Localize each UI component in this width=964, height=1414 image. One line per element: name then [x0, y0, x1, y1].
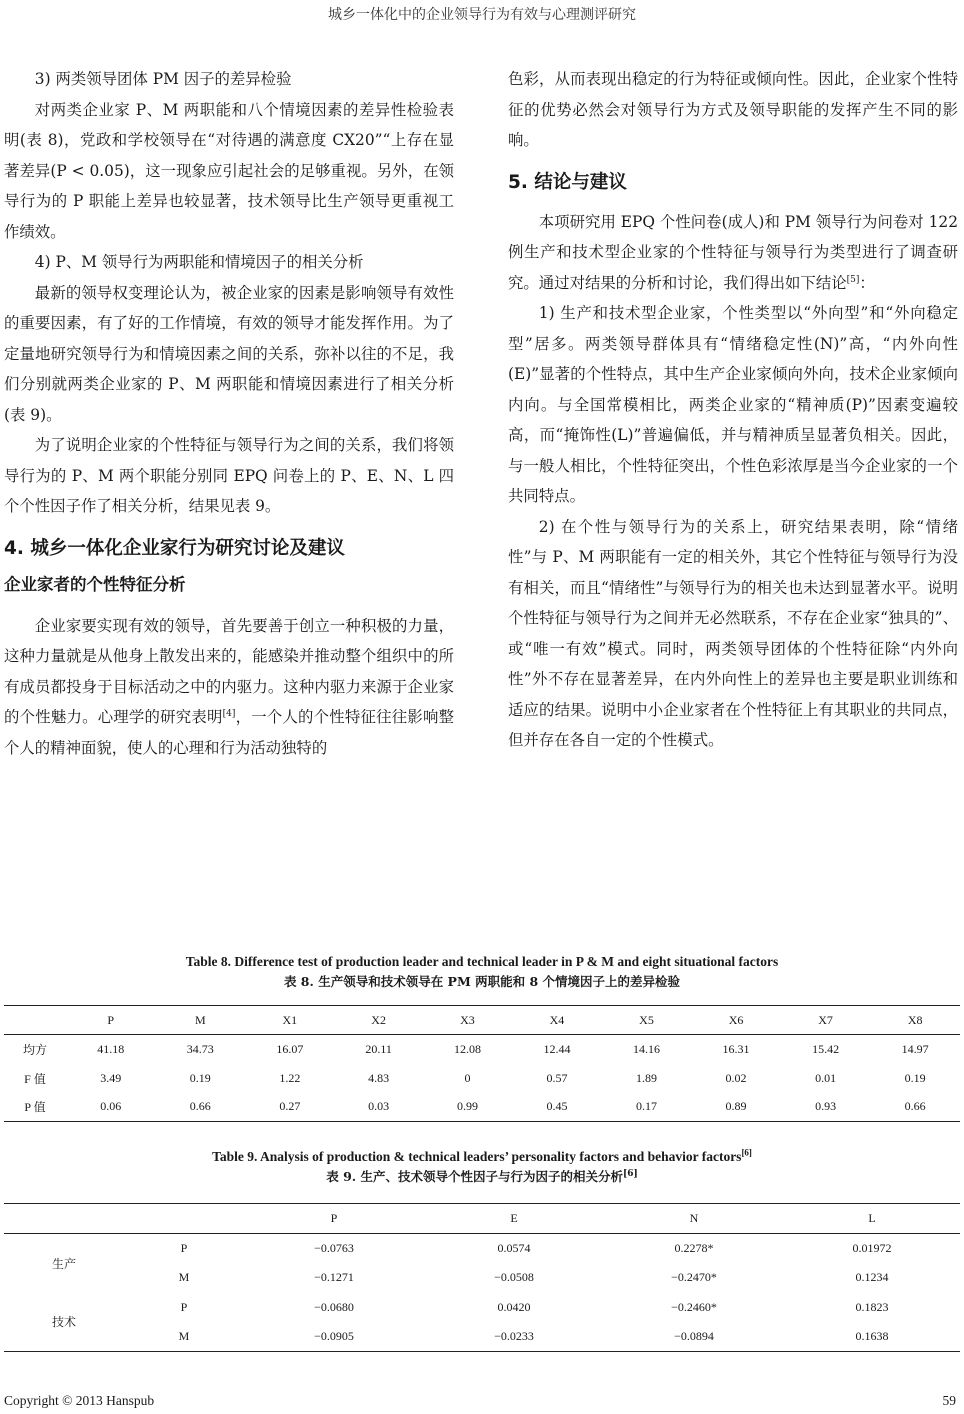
table8-header-cell: M — [156, 1006, 246, 1035]
table-cell: 0.01972 — [852, 1241, 892, 1255]
table-cell: 0.1234 — [855, 1270, 889, 1285]
paragraph-text: 本项研究用 EPQ 个性问卷(成人)和 PM 领导行为问卷对 122 例生产和技术型企业家的个性特征与领导行为类型进行了调查研究。通过对结果的分析和讨论，我们得出如下结论 — [508, 212, 958, 292]
table-cell: 0.01 — [815, 1070, 837, 1085]
table-cell: −0.1271 — [314, 1270, 354, 1285]
table9-header-cell: N — [604, 1204, 784, 1234]
paragraph-text: ，一个人的个性特征往往影响整个人的精神面貌，使人的心理和行为活动独特的 — [4, 708, 454, 757]
table-cell: −0.0680 — [314, 1299, 354, 1314]
table8-header-cell: X2 — [335, 1006, 423, 1035]
copyright: Copyright © 2013 Hanspub — [4, 1393, 155, 1408]
paragraph: 为了说明企业家的个性特征与领导行为之间的关系，我们将领导行为的 P、M 两个职能分别同 EPQ 问卷上的 P、E、N、L 四个个性因子作了相关分析，结果见表 9。 — [4, 436, 454, 515]
table8-header-cell: X8 — [870, 1006, 960, 1035]
table-cell: 0.1638 — [855, 1329, 889, 1343]
table-cell: 34.73 — [186, 1041, 214, 1056]
table-cell: 16.31 — [722, 1041, 750, 1056]
table-cell: 4.83 — [368, 1070, 390, 1085]
paragraph-text: ： — [859, 273, 875, 292]
table9-caption-zh-text: 表 9. 生产、技术领导个性因子与行为因子的相关分析 — [326, 1169, 623, 1184]
table8-header-cell: X5 — [602, 1006, 692, 1035]
table8-caption — [0, 952, 964, 992]
group-label: 生产 — [51, 1256, 76, 1271]
paragraph: 最新的领导权变理论认为，被企业家的因素是影响领导有效性的重要因素，有了好的工作情境，有效的领导才能发挥作用。为了定量地研究领导行为和情境因素之间的关系，弥补以往的不足，我们分别就两类企业家的 P、M 两职能和情境因素进行了相关分析(表 9)。 — [4, 283, 454, 424]
table-cell: 0.93 — [815, 1099, 837, 1114]
table9-header-row — [4, 1204, 960, 1234]
table-cell: −0.0905 — [314, 1329, 354, 1343]
table-cell: −0.0894 — [674, 1329, 714, 1343]
table-cell: −0.0763 — [314, 1241, 354, 1255]
table-cell: 0.99 — [456, 1099, 478, 1114]
paragraph — [4, 611, 454, 764]
table8-caption-en: Table 8. Difference test of production leader and technical leader in P & M and eight situational factors — [185, 954, 779, 969]
table-row — [4, 1322, 960, 1352]
table-cell: −0.2460* — [671, 1299, 717, 1314]
table8-caption-zh: 表 8. 生产领导和技术领导在 PM 两职能和 8 个情境因子上的差异检验 — [283, 974, 681, 989]
table-cell: 12.08 — [453, 1041, 481, 1056]
table-cell: 3.49 — [100, 1070, 122, 1085]
table-cell: 0.2278* — [674, 1241, 714, 1255]
row-label: P — [180, 1241, 188, 1255]
table9-header-cell — [124, 1204, 244, 1234]
table-cell: 41.18 — [97, 1041, 125, 1056]
table8 — [4, 1005, 960, 1122]
table9-header-cell: L — [784, 1204, 960, 1234]
table-cell: 0.17 — [636, 1099, 658, 1114]
table-cell: 0.19 — [904, 1070, 926, 1085]
table-cell: 14.97 — [901, 1041, 929, 1056]
table8-header-row — [4, 1006, 960, 1035]
row-label: M — [178, 1270, 190, 1285]
table8-header-cell: P — [66, 1006, 156, 1035]
section-heading-5: 5. 结论与建议 — [508, 171, 627, 193]
table-cell: 15.42 — [812, 1041, 840, 1056]
paragraph: 色彩，从而表现出稳定的行为特征或倾向性。因此，企业家个性特征的优势必然会对领导行为方式及领导职能的发挥产生不同的影响。 — [508, 70, 958, 149]
section-heading-4: 4. 城乡一体化企业家行为研究讨论及建议 — [4, 537, 345, 559]
table-cell: 0.27 — [279, 1099, 301, 1114]
subsection-heading: 企业家者的个性特征分析 — [4, 574, 186, 594]
table8-header-cell: X7 — [781, 1006, 871, 1035]
table9-header-cell — [4, 1204, 124, 1234]
table-row — [4, 1263, 960, 1293]
table-cell: −0.0233 — [494, 1329, 534, 1343]
table9-caption-zh — [0, 1167, 964, 1187]
table8-header-cell: X6 — [691, 1006, 781, 1035]
paragraph: 1) 生产和技术型企业家，个性类型以“外向型”和“外向稳定型”居多。两类领导群体具有“情绪稳定性(N)”高，“内外向性(E)”显著的个性特点，其中生产企业家倾向外向，技术企业家倾向内向。与全国常模相比，两类企业家的“精神质(P)”因素变遍较高，而“掩饰性(L)”普遍偏低，并与精神质呈显著负相关。因此，与一般人相比，个性特征突出，个性色彩浓厚是当今企业家的一个共同特点。 — [508, 304, 958, 505]
table9-header-cell: E — [424, 1204, 604, 1234]
table-cell: −0.2470* — [671, 1270, 717, 1285]
table-row — [4, 1093, 960, 1122]
table8-header-cell: X4 — [512, 1006, 602, 1035]
table-cell: 16.07 — [276, 1041, 304, 1056]
paragraph: 对两类企业家 P、M 两职能和八个情境因素的差异性检验表明(表 8)，党政和学校领导在“对待遇的满意度 CX20”“上存在显著差异(P < 0.05)，这一现象应引起社会的足够重视。另外，在领导行为的 P 职能上差异也较显著，技术领导比生产领导更重视工作绩效。 — [4, 100, 454, 241]
table-row — [4, 1064, 960, 1093]
table-cell: 0.0574 — [497, 1241, 531, 1255]
running-head: 城乡一体化中的企业领导行为有效与心理测评研究 — [328, 7, 636, 23]
table-cell: 0.45 — [546, 1099, 568, 1114]
right-column — [508, 64, 958, 756]
subsection-3-heading: 3) 两类领导团体 PM 因子的差异检验 — [34, 70, 292, 88]
table9-caption-en-text: Table 9. Analysis of production & technical leaders’ personality factors and behavior factors — [212, 1149, 742, 1164]
table-row — [4, 1035, 960, 1064]
table-cell: 0.57 — [546, 1070, 568, 1085]
paragraph: 2) 在个性与领导行为的关系上，研究结果表明，除“情绪性”与 P、M 两职能有一定的相关外，其它个性特征与领导行为没有相关，而且“情绪性”与领导行为的相关也未达到显著水平。说明个性特征与领导行为之间并无必然联系，不存在企业家“独具的”、或“唯一有效”模式。同时，两类领导团体的个性特征除“内外向性”外不存在显著差异，在内外向性上的差异也主要是职业训练和适应的结果。说明中小企业家者在个性特征上有其职业的共同点，但并存在各自一定的个性模式。 — [508, 517, 958, 749]
row-label: P — [180, 1299, 188, 1314]
row-label: M — [178, 1329, 190, 1343]
table9 — [4, 1203, 960, 1352]
table-cell: 0.66 — [189, 1099, 211, 1114]
table-cell: 0.66 — [904, 1099, 926, 1114]
table-cell: 0.06 — [100, 1099, 122, 1114]
row-label: 均方 — [22, 1042, 47, 1057]
table-cell: 0.19 — [189, 1070, 211, 1085]
table-cell: 20.11 — [365, 1041, 392, 1056]
row-label: F 值 — [24, 1071, 46, 1086]
subsection-4-heading: 4) P、M 领导行为两职能和情境因子的相关分析 — [34, 253, 364, 271]
left-column — [4, 64, 454, 763]
table-row — [4, 1234, 960, 1264]
table-row — [4, 1293, 960, 1323]
table-cell: 0.89 — [725, 1099, 747, 1114]
table-cell: 1.22 — [279, 1070, 301, 1085]
table-cell: 0.0420 — [497, 1299, 531, 1314]
page-number: 59 — [942, 1393, 956, 1408]
paragraph — [508, 207, 958, 299]
table-cell: 0 — [464, 1070, 471, 1085]
citation: [5] — [846, 274, 860, 285]
table-cell: 12.44 — [543, 1041, 571, 1056]
citation: [6] — [741, 1147, 752, 1158]
row-label: P 值 — [24, 1100, 46, 1115]
table9-header-cell: P — [244, 1204, 424, 1234]
table8-header-cell: X1 — [245, 1006, 335, 1035]
table-cell: 0.03 — [368, 1099, 390, 1114]
table-cell: 14.16 — [633, 1041, 661, 1056]
table8-header-cell — [4, 1006, 66, 1035]
paragraph-text: 企业家要实现有效的领导，首先要善于创立一种积极的力量，这种力量就是从他身上散发出来的，能感染并推动整个组织中的所有成员都投身于目标活动之中的内驱力。这种内驱力来源于企业家的个性魅力。心理学的研究表明 — [4, 616, 454, 726]
table-cell: 0.02 — [725, 1070, 747, 1085]
group-label: 技术 — [51, 1315, 76, 1330]
citation: [4] — [222, 708, 236, 719]
table8-header-cell: X3 — [423, 1006, 513, 1035]
table9-caption-en — [0, 1147, 964, 1167]
table9-caption — [0, 1147, 964, 1187]
citation: [6] — [622, 1168, 638, 1179]
table-cell: −0.0508 — [494, 1270, 534, 1285]
table-cell: 1.89 — [636, 1070, 658, 1085]
table-cell: 0.1823 — [855, 1299, 889, 1314]
